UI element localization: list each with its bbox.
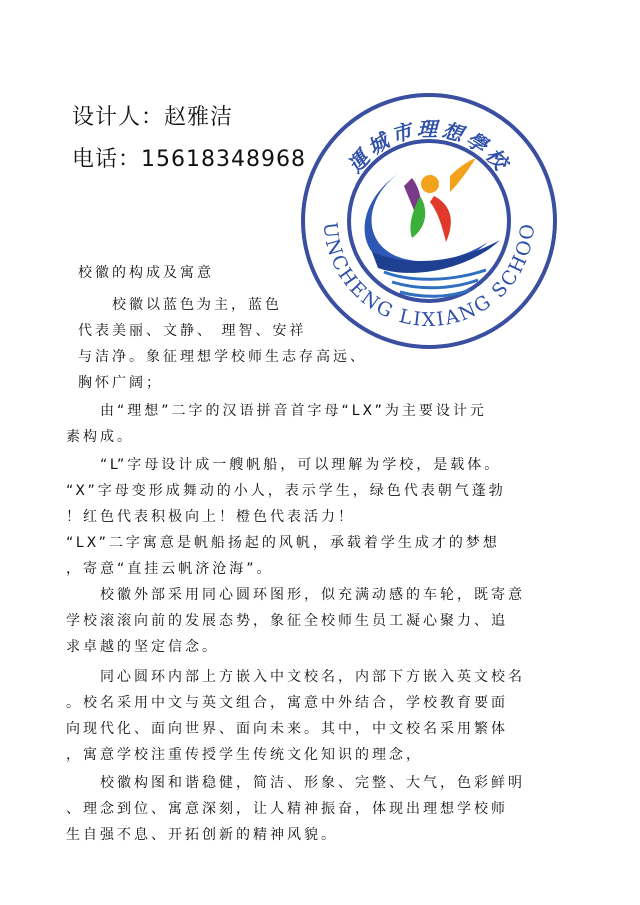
text-line: 代表美丽、文静、 理智、安祥 xyxy=(78,323,307,339)
english-school-name: UNCHENG LIXIANG SCHOO xyxy=(318,221,540,332)
text-line: 胸怀广阔； xyxy=(78,375,163,391)
text-line: 、理念到位、寓意深刻，让人精神振奋，体现出理想学校师 xyxy=(66,801,508,817)
inner-ring xyxy=(349,141,509,301)
text-line: 校徽外部采用同心圆环图形，似充满动感的车轮，既寄意 xyxy=(66,587,525,603)
school-emblem-graphic xyxy=(300,92,558,350)
text-line: 校徽构图和谐稳健，简洁、形象、完整、大气，色彩鲜明 xyxy=(66,775,525,791)
figure-head-orange xyxy=(421,175,439,193)
text-line: 求卓越的坚定信念。 xyxy=(66,639,219,655)
school-logo xyxy=(300,92,558,350)
text-line: 与洁净。象征理想学校师生志存高远、 xyxy=(78,349,367,365)
wave-2 xyxy=(392,280,478,288)
text-line: 素构成。 xyxy=(66,429,134,445)
text-line: “L”字母设计成一艘帆船，可以理解为学校，是载体。 xyxy=(66,457,502,473)
text-line: 由“理想”二字的汉语拼音首字母“LX”为主要设计元 xyxy=(66,403,487,419)
text-line: “LX”二字寓意是帆船扬起的风帆，承载着学生成才的梦想 xyxy=(66,535,500,551)
figure-arm-orange xyxy=(450,158,476,192)
phone-line: 电话：15618348968 xyxy=(72,147,306,172)
chinese-school-name: 運城市理想學校 xyxy=(343,117,515,178)
figure-body-red xyxy=(430,196,451,242)
text-line: ，寓意学校注重传授学生传统文化知识的理念， xyxy=(66,747,423,763)
text-line: 生自强不息、开拓创新的精神风貌。 xyxy=(66,827,338,843)
text-line: 同心圆环内部上方嵌入中文校名，内部下方嵌入英文校名 xyxy=(66,669,525,685)
text-line: 。校名采用中文与英文组合，寓意中外结合，学校教育要面 xyxy=(66,695,508,711)
text-line: 学校滚滚向前的发展态势，象征全校师生员工凝心聚力、追 xyxy=(66,613,508,629)
section-heading: 校徽的构成及寓意 xyxy=(78,265,214,281)
designer-line: 设计人：赵雅洁 xyxy=(72,105,234,130)
text-line: 向现代化、面向世界、面向未来。其中，中文校名采用繁体 xyxy=(66,721,508,737)
text-line: ！红色代表积极向上！橙色代表活力！ xyxy=(66,509,355,525)
text-line: “X”字母变形成舞动的小人，表示学生，绿色代表朝气蓬勃 xyxy=(66,483,506,499)
text-line: ，寄意“直挂云帆济沧海”。 xyxy=(66,561,274,577)
text-line: 校徽以蓝色为主，蓝色 xyxy=(78,297,282,313)
